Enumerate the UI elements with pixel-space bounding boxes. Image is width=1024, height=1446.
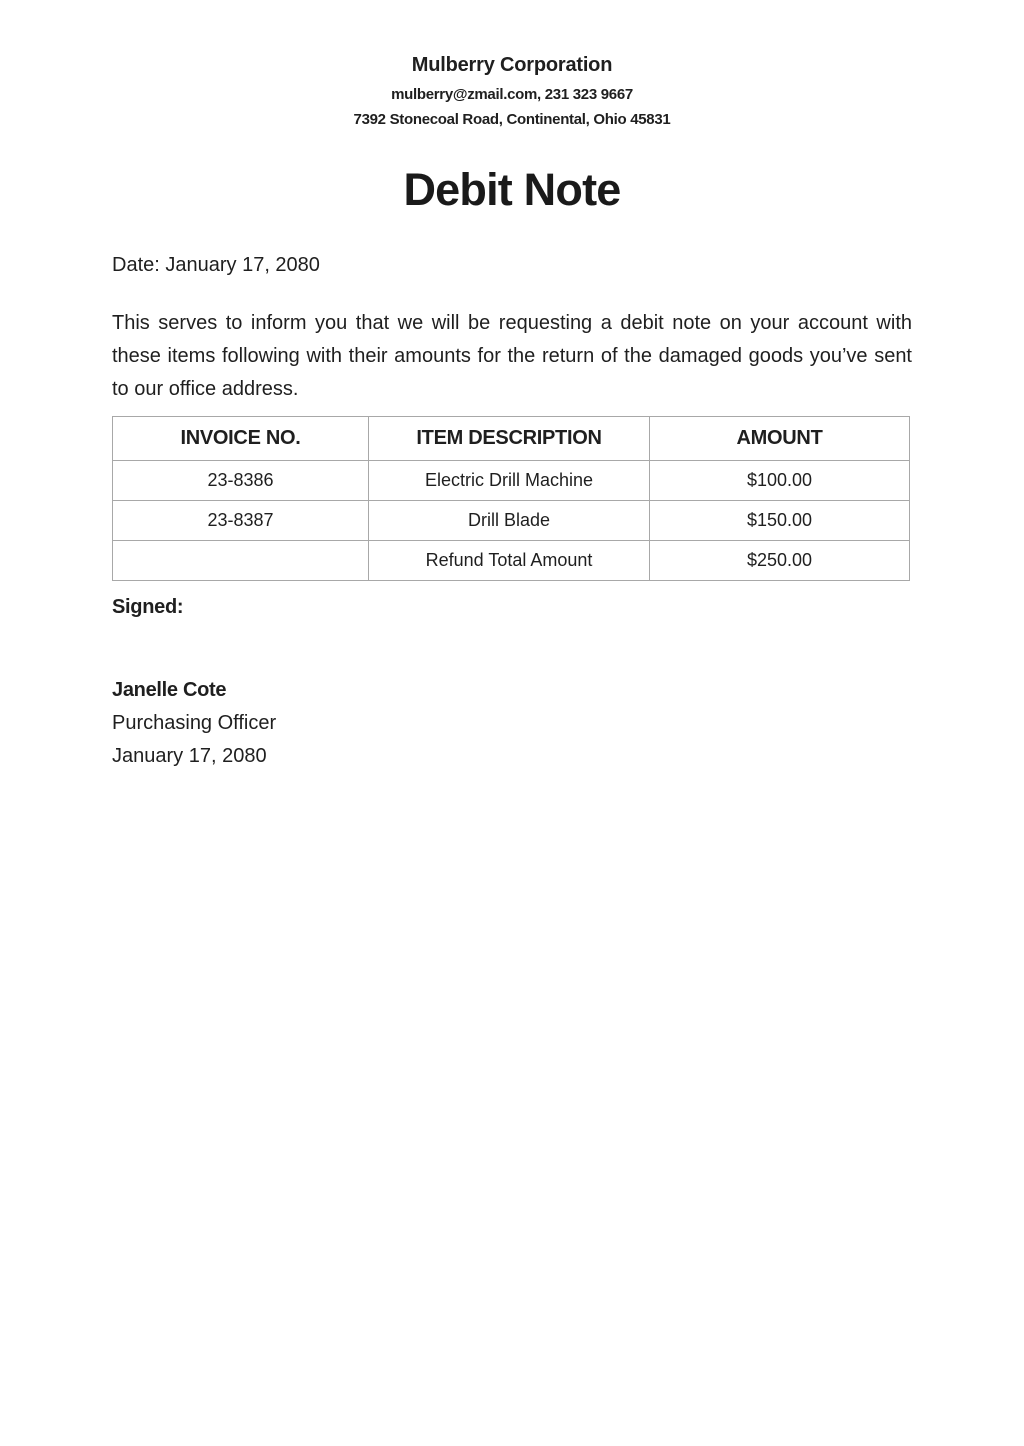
body-paragraph: This serves to inform you that we will be requesting a debit note on your account with these items following with their amounts for the return of the damaged goods you’ve sent to our office address. — [112, 312, 912, 400]
company-name: Mulberry Corporation — [411, 54, 613, 76]
table-total-row — [113, 541, 910, 581]
table-header-row — [113, 417, 910, 461]
header-item-description: ITEM DESCRIPTION — [369, 417, 650, 461]
table-row — [113, 461, 910, 501]
cell-total-label: Refund Total Amount — [369, 541, 650, 581]
signer-role: Purchasing Officer — [112, 712, 277, 734]
cell-invoice-no: 23-8386 — [113, 461, 369, 501]
company-address: 7392 Stonecoal Road, Continental, Ohio 45831 — [353, 111, 671, 128]
table-row — [113, 501, 910, 541]
cell-invoice-no-empty — [113, 541, 369, 581]
cell-total-amount: $250.00 — [650, 541, 910, 581]
header-invoice-no: INVOICE NO. — [113, 417, 369, 461]
cell-item-description: Electric Drill Machine — [369, 461, 650, 501]
document-title: Debit Note — [403, 164, 621, 215]
document-date: Date: January 17, 2080 — [112, 254, 320, 276]
company-contact: mulberry@zmail.com, 231 323 9667 — [391, 86, 633, 103]
cell-amount: $150.00 — [650, 501, 910, 541]
header-amount: AMOUNT — [650, 417, 910, 461]
signed-label: Signed: — [112, 596, 184, 618]
cell-item-description: Drill Blade — [369, 501, 650, 541]
signature-date: January 17, 2080 — [112, 745, 267, 767]
cell-amount: $100.00 — [650, 461, 910, 501]
signer-name: Janelle Cote — [112, 679, 227, 701]
items-table — [112, 416, 910, 581]
cell-invoice-no: 23-8387 — [113, 501, 369, 541]
